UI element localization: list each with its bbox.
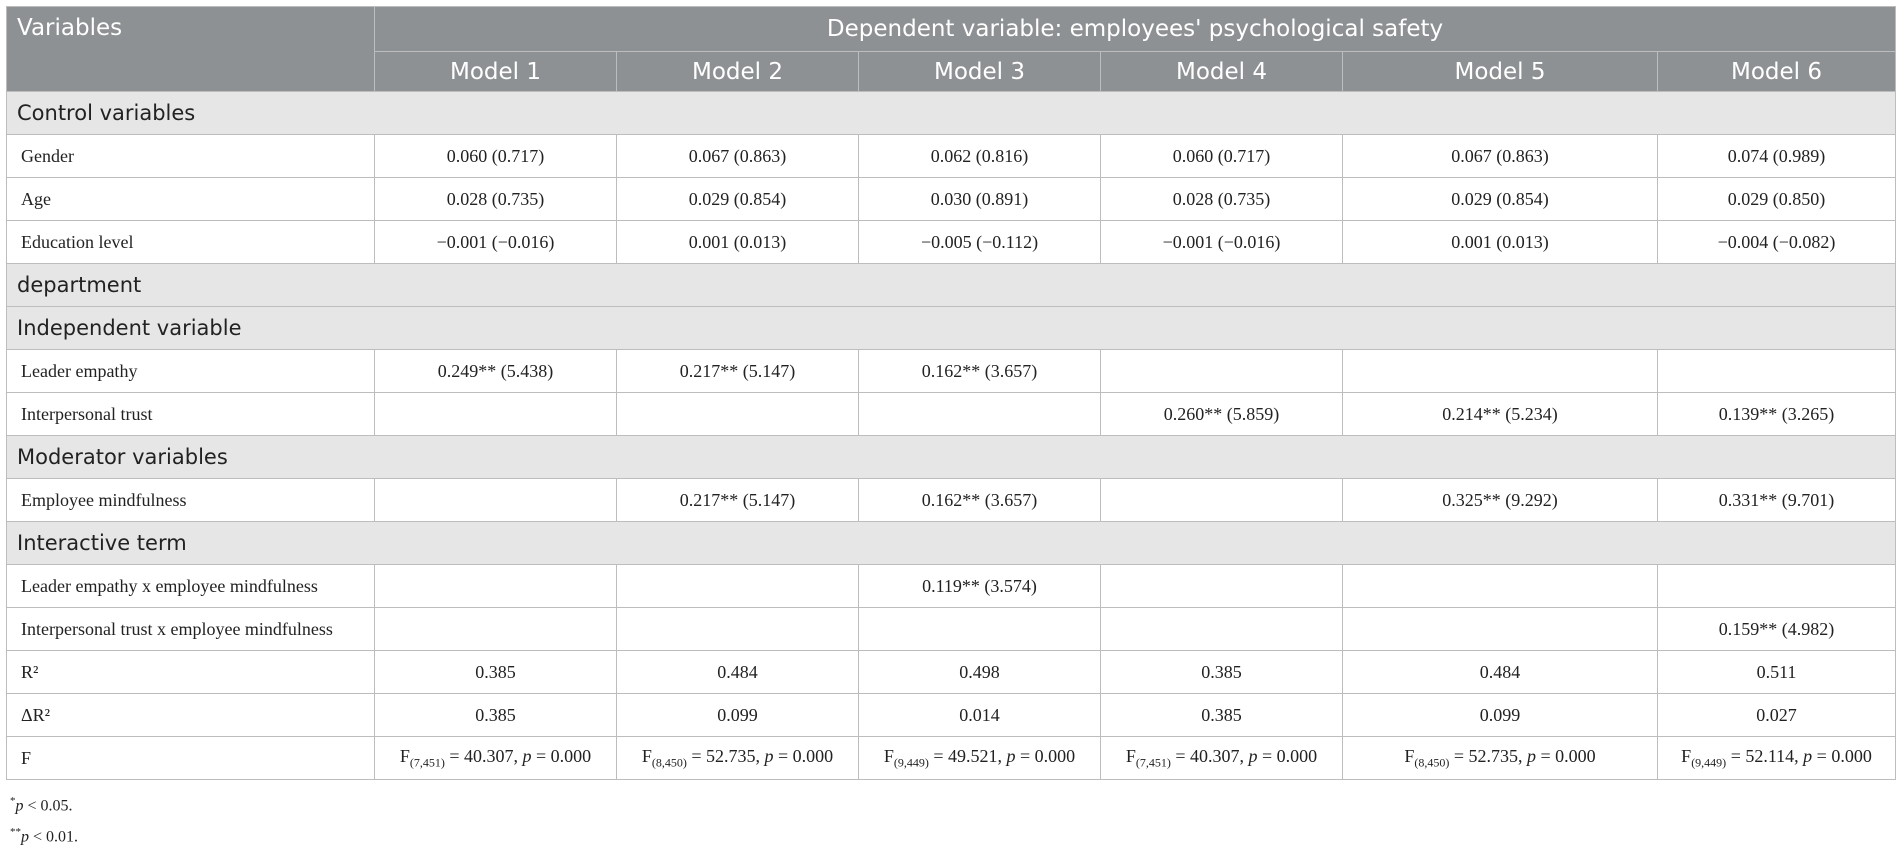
f-df: (8,450) — [651, 755, 687, 770]
table-cell: 0.001 (0.013) — [617, 221, 859, 264]
table-row-leader-empathy-x-mindfulness — [7, 565, 1896, 608]
model-5-header: Model 5 — [1343, 52, 1658, 92]
model-4-header: Model 4 — [1101, 52, 1343, 92]
table-cell: 0.028 (0.735) — [1101, 178, 1343, 221]
section-label: department — [7, 264, 1896, 307]
row-label: F — [7, 737, 375, 780]
f-cell: $F_{(7,451)} = 40.307$, p = 0.000 — [375, 737, 617, 780]
footnote-mark: ** — [10, 826, 21, 839]
table-cell: 0.119** (3.574) — [859, 565, 1101, 608]
f-p: = 0.000 — [1257, 745, 1318, 766]
f-df: (9,449) — [1691, 755, 1727, 770]
table-cell: 0.074 (0.989) — [1658, 135, 1896, 178]
table-cell: 0.067 (0.863) — [1343, 135, 1658, 178]
table-cell: 0.385 — [1101, 651, 1343, 694]
regression-table-container — [6, 6, 1895, 851]
table-row-employee-mindfulness — [7, 479, 1896, 522]
table-row-interpersonal-trust — [7, 393, 1896, 436]
table-row-gender — [7, 135, 1896, 178]
table-cell: 0.385 — [1101, 694, 1343, 737]
f-df: (7,451) — [409, 755, 445, 770]
row-label: R² — [7, 651, 375, 694]
table-cell: 0.029 (0.854) — [617, 178, 859, 221]
f-p: = 0.000 — [773, 745, 834, 766]
row-label: Leader empathy — [7, 350, 375, 393]
table-row-r-squared — [7, 651, 1896, 694]
row-label: Age — [7, 178, 375, 221]
section-label: Interactive term — [7, 522, 1896, 565]
table-cell: 0.001 (0.013) — [1343, 221, 1658, 264]
table-cell: 0.014 — [859, 694, 1101, 737]
table-cell — [375, 393, 617, 436]
table-row-age — [7, 178, 1896, 221]
footnote-mark: * — [10, 795, 16, 807]
f-cell: $F_{(9,449)} = 52.114$, p = 0.000 — [1658, 737, 1896, 780]
section-label: Moderator variables — [7, 436, 1896, 479]
row-label: Interpersonal trust x employee mindfulness — [7, 608, 375, 651]
f-stat: = 40.307, — [1170, 745, 1249, 766]
table-cell: 0.060 (0.717) — [1101, 135, 1343, 178]
table-cell: 0.511 — [1658, 651, 1896, 694]
table-cell — [859, 393, 1101, 436]
table-cell — [1343, 565, 1658, 608]
footnote-significance-05: *p < 0.05. — [10, 795, 73, 815]
row-label: Education level — [7, 221, 375, 264]
row-label: Employee mindfulness — [7, 479, 375, 522]
table-cell: 0.385 — [375, 694, 617, 737]
table-cell: 0.484 — [617, 651, 859, 694]
table-row-f-statistic — [7, 737, 1896, 780]
model-1-header: Model 1 — [375, 52, 617, 92]
table-cell: 0.067 (0.863) — [617, 135, 859, 178]
table-cell: −0.005 (−0.112) — [859, 221, 1101, 264]
table-cell: 0.060 (0.717) — [375, 135, 617, 178]
table-row-education — [7, 221, 1896, 264]
f-cell: $F_{(7,451)} = 40.307$, p = 0.000 — [1101, 737, 1343, 780]
section-moderator-variables — [7, 436, 1896, 479]
table-cell: 0.062 (0.816) — [859, 135, 1101, 178]
f-stat: = 40.307, — [444, 745, 523, 766]
table-cell: 0.249** (5.438) — [375, 350, 617, 393]
model-3-header: Model 3 — [859, 52, 1101, 92]
table-cell: 0.331** (9.701) — [1658, 479, 1896, 522]
f-stat: = 52.735, — [686, 745, 765, 766]
table-cell — [1101, 608, 1343, 651]
table-cell: −0.001 (−0.016) — [375, 221, 617, 264]
table-cell: 0.159** (4.982) — [1658, 608, 1896, 651]
table-cell: −0.004 (−0.082) — [1658, 221, 1896, 264]
table-cell: −0.001 (−0.016) — [1101, 221, 1343, 264]
f-p: = 0.000 — [531, 745, 592, 766]
table-cell: 0.498 — [859, 651, 1101, 694]
section-interactive-term — [7, 522, 1896, 565]
table-cell: 0.099 — [1343, 694, 1658, 737]
table-cell — [617, 608, 859, 651]
table-row-trust-x-mindfulness — [7, 608, 1896, 651]
table-cell: 0.139** (3.265) — [1658, 393, 1896, 436]
table-cell: 0.162** (3.657) — [859, 350, 1101, 393]
section-department — [7, 264, 1896, 307]
table-cell — [375, 479, 617, 522]
row-label: Gender — [7, 135, 375, 178]
table-cell — [859, 608, 1101, 651]
section-label: Independent variable — [7, 307, 1896, 350]
f-cell: $F_{(8,450)} = 52.735$, p = 0.000 — [1343, 737, 1658, 780]
f-stat: = 52.735, — [1449, 745, 1527, 766]
table-cell: 0.217** (5.147) — [617, 479, 859, 522]
f-df: (7,451) — [1135, 755, 1171, 770]
footnote-text: < 0.01. — [29, 828, 79, 846]
table-cell: 0.217** (5.147) — [617, 350, 859, 393]
footnote-text: < 0.05. — [23, 797, 73, 815]
table-cell: 0.029 (0.854) — [1343, 178, 1658, 221]
table-cell: 0.325** (9.292) — [1343, 479, 1658, 522]
table-cell — [617, 393, 859, 436]
table-row-delta-r-squared — [7, 694, 1896, 737]
table-cell: 0.030 (0.891) — [859, 178, 1101, 221]
variables-header: Variables — [7, 7, 375, 92]
table-cell: 0.385 — [375, 651, 617, 694]
f-cell: $F_{(8,450)} = 52.735$, p = 0.000 — [617, 737, 859, 780]
row-label: Leader empathy x employee mindfulness — [7, 565, 375, 608]
f-p: = 0.000 — [1015, 745, 1076, 766]
f-p: = 0.000 — [1536, 745, 1596, 766]
f-df: (9,449) — [893, 755, 929, 770]
table-cell: 0.162** (3.657) — [859, 479, 1101, 522]
model-2-header: Model 2 — [617, 52, 859, 92]
table-cell — [617, 565, 859, 608]
table-cell — [375, 608, 617, 651]
table-cell: 0.214** (5.234) — [1343, 393, 1658, 436]
table-cell — [1343, 608, 1658, 651]
section-independent-variable — [7, 307, 1896, 350]
table-cell: 0.029 (0.850) — [1658, 178, 1896, 221]
footnote-significance-01: **p < 0.01. — [10, 826, 79, 846]
table-cell — [1101, 479, 1343, 522]
table-cell: 0.099 — [617, 694, 859, 737]
f-stat: = 52.114, — [1726, 745, 1804, 766]
header-row-top — [7, 7, 1896, 52]
table-cell: 0.260** (5.859) — [1101, 393, 1343, 436]
f-stat: = 49.521, — [928, 745, 1007, 766]
row-label: Interpersonal trust — [7, 393, 375, 436]
table-cell — [1101, 350, 1343, 393]
table-footnotes — [6, 788, 1895, 851]
f-cell: $F_{(9,449)} = 49.521$, p = 0.000 — [859, 737, 1101, 780]
section-label: Control variables — [7, 92, 1896, 135]
f-p: = 0.000 — [1812, 745, 1872, 766]
f-df: (8,450) — [1414, 755, 1450, 770]
table-cell — [1343, 350, 1658, 393]
table-cell — [1101, 565, 1343, 608]
table-cell — [1658, 350, 1896, 393]
model-6-header: Model 6 — [1658, 52, 1896, 92]
table-cell: 0.027 — [1658, 694, 1896, 737]
table-cell — [375, 565, 617, 608]
table-cell — [1658, 565, 1896, 608]
section-control-variables — [7, 92, 1896, 135]
table-cell: 0.484 — [1343, 651, 1658, 694]
dependent-variable-header: Dependent variable: employees' psychological safety — [375, 7, 1896, 52]
table-cell: 0.028 (0.735) — [375, 178, 617, 221]
regression-table — [6, 6, 1896, 780]
table-row-leader-empathy — [7, 350, 1896, 393]
row-label: ΔR² — [7, 694, 375, 737]
